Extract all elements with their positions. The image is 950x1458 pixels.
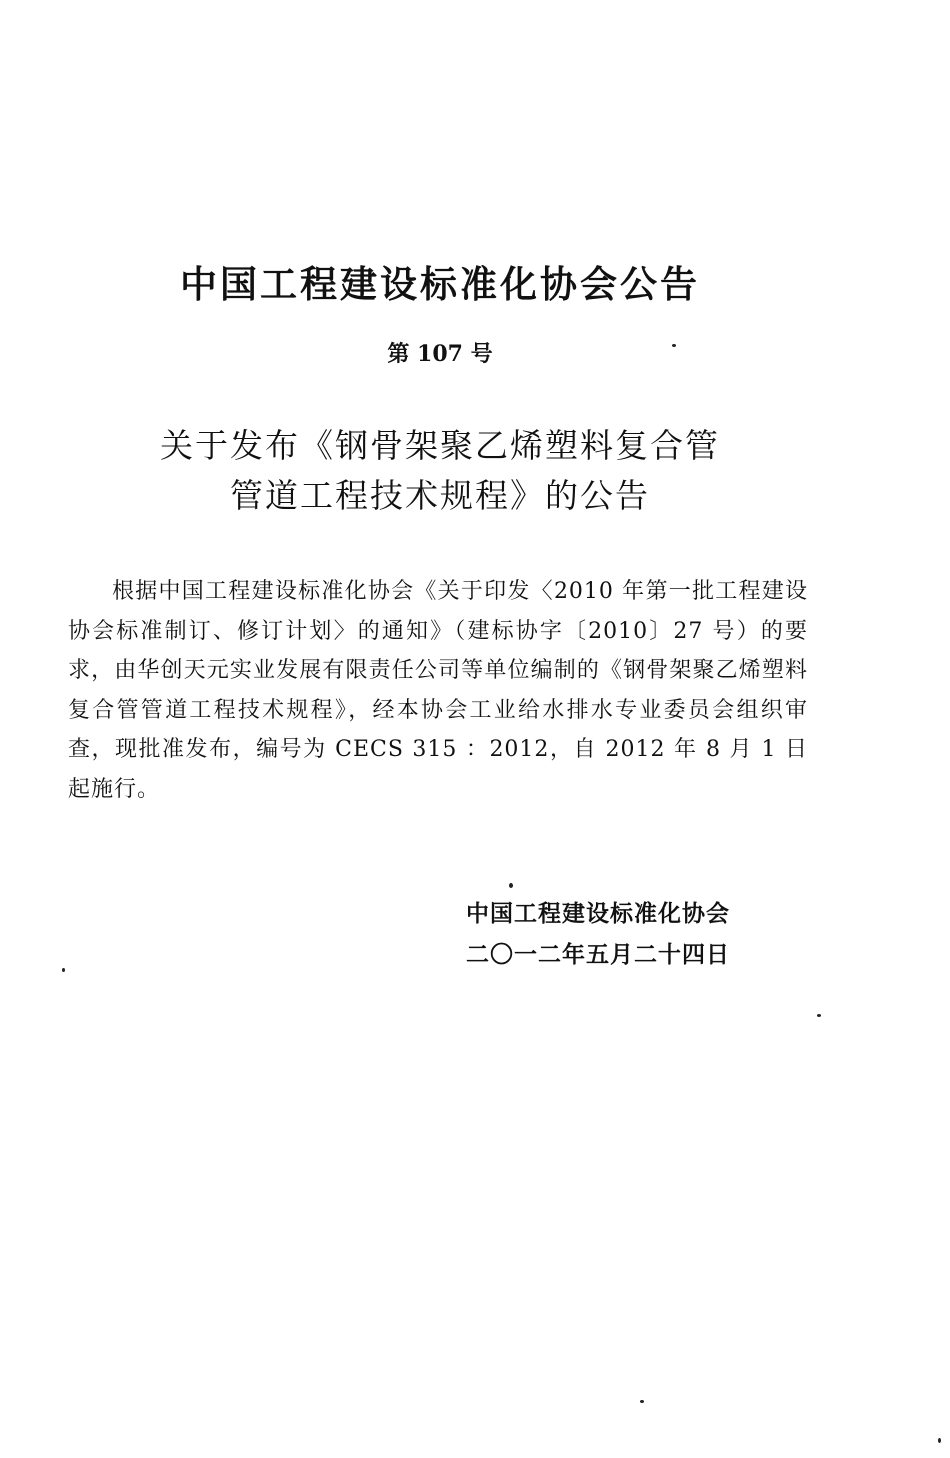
scan-speck: [817, 1014, 821, 1017]
notice-heading-line-2: 管道工程技术规程》的公告: [230, 476, 650, 515]
signature-block: [466, 894, 730, 976]
scan-speck: [509, 883, 513, 888]
scan-speck: [672, 344, 676, 347]
scan-speck: [938, 1438, 941, 1443]
scan-speck: [62, 968, 65, 972]
notice-heading-line-1: 关于发布《钢骨架聚乙烯塑料复合管: [160, 426, 720, 465]
body-paragraph: 根据中国工程建设标准化协会《关于印发〈2010 年第一批工程建设协会标准制订、修订计划〉的通知》（建标协字〔2010〕27 号）的要求，由华创天元实业发展有限责任公司等单位编制的《钢骨架聚乙烯塑料复合管管道工程技术规程》，经本协会工业给水排水专业委员会组织审查，现批准发布，编号为 CECS 315 ：2012，自 2012 年 8 月 1 日起施行。: [68, 579, 808, 802]
issue-date: 二〇一二年五月二十四日: [466, 942, 730, 968]
scan-speck: [640, 1400, 644, 1403]
issuer-name: 中国工程建设标准化协会: [466, 901, 730, 927]
announcement-number: 第 107 号: [387, 341, 493, 367]
page-title: 中国工程建设标准化协会公告: [180, 263, 700, 306]
